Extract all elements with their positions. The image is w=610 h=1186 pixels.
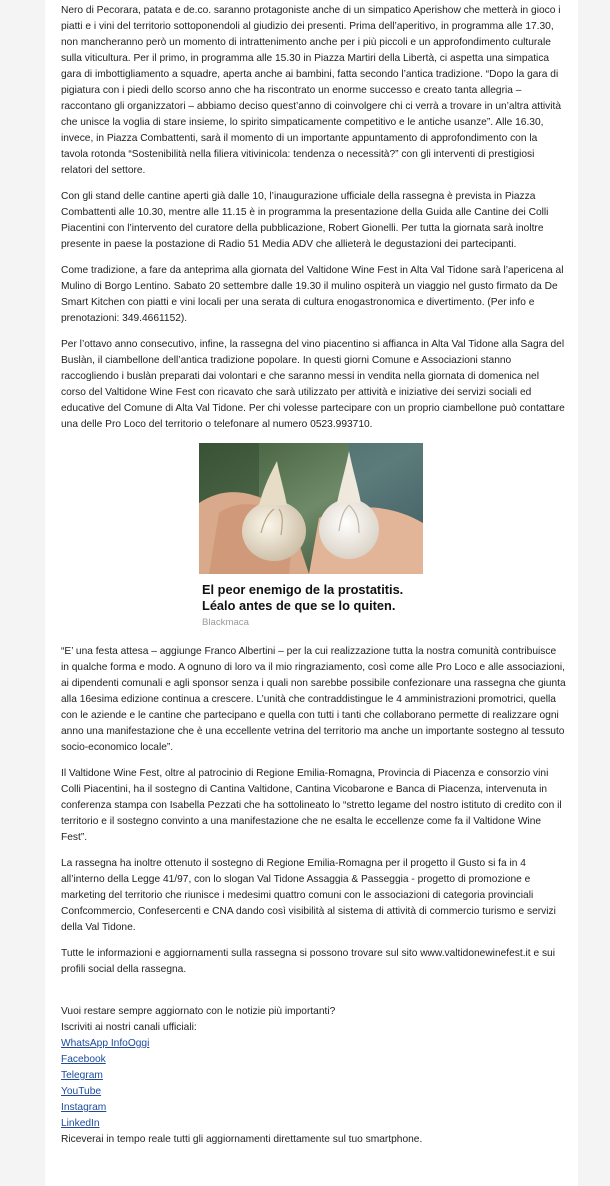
paragraph-inaugurazione: Con gli stand delle cantine aperti già dalle 10, l’inaugurazione ufficiale della rassegna è prevista in Piazza Combattenti alle 10.30, mentre alle 11.15 è in programma la presentazione della Guida alle Cantine dei Colli Piacentini con l’intervento del curatore della pubblicazione, Robert Gionelli. Per tutta la giornata sarà inoltre presente in paese la postazione di Radio 51 Media ADV che allieterà le degustazioni dei partecipanti. [61, 191, 549, 250]
link-instagram[interactable]: Instagram [61, 1102, 107, 1113]
channels-outro: Riceverai in tempo reale tutti gli aggiornamenti direttamente sul tuo smartphone. [61, 1134, 423, 1145]
paragraph-albertini-quote: “E’ una festa attesa – aggiunge Franco Albertini – per la cui realizzazione tutta la nostra comunità contribuisce in qualche forma e modo. A ognuno di loro va il mio ringraziamento, così come alle Pro Loco e alle associazioni, ai dipendenti comunali e agli sponsor senza i quali non sarebbe possibile confezionare una rassegna che giunta alla 16esima edizione continua a crescere. L’unità che contraddistingue le 4 amministrazioni promotrici, quella con le aziende e le cantine che partecipano e quella con tutti i tanti che collaborano permette di realizzare ogni anno una manifestazione che è una eccellente vetrina del territorio ma anche un importante sostegno al tessuto socio-economico locale”. [61, 646, 566, 753]
channels-section [61, 1004, 566, 1148]
channels-intro-question: Vuoi restare sempre aggiornato con le notizie più importanti? [61, 1006, 336, 1017]
paragraph-sponsors: Il Valtidone Wine Fest, oltre al patrocinio di Regione Emilia-Romagna, Provincia di Piacenza e consorzio vini Colli Piacentini, ha il sostegno di Cantina Valtidone, Cantina Vicobarone e Banca di Piacenza, intervenuta in conferenza stampa con Isabella Pezzati che ha sottolineato lo “stretto legame del nostro istituto di credito con il territorio e il sostegno convinto a una manifestazione che ne esalta le eccellenze come fa il Valtidone Wine Fest”. [61, 768, 562, 843]
paragraph-aperishow: Nero di Pecorara, patata e de.co. saranno protagoniste anche di un simpatico Aperishow che metterà in gioco i piatti e i vini del territorio sottoponendoli al giudizio dei presenti. Prima dell’aperitivo, in programma alle 17.30, non mancheranno però un momento di intrattenimento anche per i più piccoli e un approfondimento culturale sulla viticultura. Per il primo, in programma alle 15.30 in Piazza Martiri della Libertà, ci aspetta una simpatica gara di imbottigliamento a squadre, aperta anche ai bambini, fatta secondo l’antica tradizione. “Dopo la gara di pigiatura con i piedi dello scorso anno che ha riscontrato un enorme successo e creato tanta allegria – raccontano gli organizzatori – abbiamo deciso quest’anno di coinvolgere chi ci verrà a trovare in un’altra attività che unisce la voglia di stare insieme, lo spirito simpaticamente competitivo e le antiche usanze”. Alle 16.30, invece, in Piazza Combattenti, sarà il momento di un importante appuntamento di approfondimento con la tavola rotonda “Sostenibilità nella filiera vitivinicola: tendenza o necessità?” con gli interventi di prestigiosi relatori del settore. [61, 5, 562, 176]
paragraph-info: Tutte le informazioni e aggiornamenti sulla rassegna si possono trovare sul sito www.valtidonewinefest.it e sui profili social della rassegna. [61, 948, 555, 975]
ad-garlic-image[interactable] [199, 443, 423, 574]
paragraph-apericena: Come tradizione, a fare da anteprima alla giornata del Valtidone Wine Fest in Alta Val Tidone sarà l’apericena al Mulino di Borgo Lentino. Sabato 20 settembre dalle 19.30 il mulino ospiterà un viaggio nel gusto firmato da De Smart Kitchen con piatti e vini locali per una serata di cultura enogastronomica e divertimento. (Per info e prenotazioni: 349.4661152). [61, 265, 564, 324]
link-whatsapp[interactable]: WhatsApp InfoOggi [61, 1038, 150, 1049]
sponsored-ad[interactable] [199, 443, 423, 630]
link-youtube[interactable]: YouTube [61, 1086, 102, 1097]
link-linkedin[interactable]: LinkedIn [61, 1118, 100, 1129]
link-facebook[interactable]: Facebook [61, 1054, 106, 1065]
ad-title-line-2[interactable]: Léalo antes de que se lo quiten. [202, 598, 396, 613]
paragraph-buslan: Per l’ottavo anno consecutivo, infine, la rassegna del vino piacentino si affianca in Alta Val Tidone alla Sagra del Buslàn, il ciambellone dell’antica tradizione popolare. In questi giorni Comune e Associazioni stanno raccogliendo i buslàn preparati dai volontari e che saranno messi in vendita nella giornata di domenica nel corso del Valtidone Wine Fest con ricavato che sarà utilizzato per attività e iniziative dei servizi sociali ed educative del Comune di Alta Val Tidone. Per chi volesse partecipare con un proprio ciambellone può contattare una delle Pro Loco del territorio o telefonare al numero 0523.993710. [61, 339, 565, 430]
ad-title[interactable] [202, 582, 423, 614]
article-body [61, 0, 566, 1148]
paragraph-regione: La rassegna ha inoltre ottenuto il sostegno di Regione Emilia-Romagna per il progetto il Gusto si fa in 4 all’interno della Legge 41/97, con lo slogan Val Tidone Assaggia & Passeggia - progetto di promozione e marketing del territorio che riunisce i medesimi quattro comuni con le associazioni di categoria provinciali Confcommercio, Confesercenti e CNA dando così visibilità al sistema di attività di commercio turismo e servizi della Val Tidone. [61, 858, 556, 933]
article-page [45, 0, 578, 1186]
ad-source[interactable]: Blackmaca [202, 617, 249, 628]
ad-title-line-1[interactable]: El peor enemigo de la prostatitis. [202, 582, 404, 597]
channels-intro-subscribe: Iscriviti ai nostri canali ufficiali: [61, 1022, 197, 1033]
link-telegram[interactable]: Telegram [61, 1070, 103, 1081]
